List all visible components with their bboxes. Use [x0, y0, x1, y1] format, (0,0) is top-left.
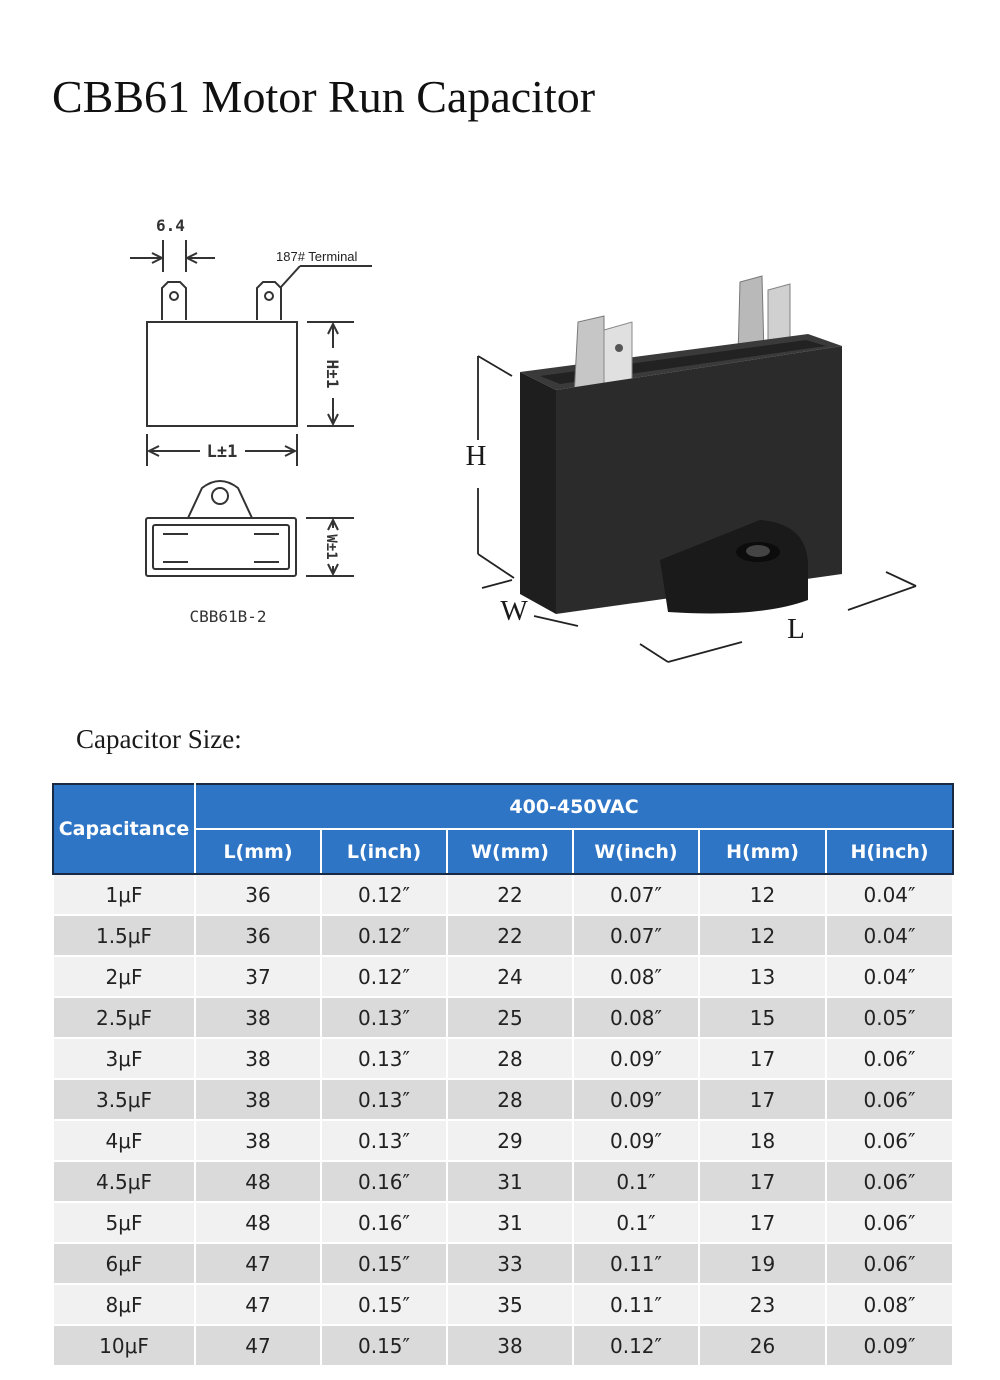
dimension-cell: 0.08″: [573, 997, 699, 1038]
table-row: [53, 997, 953, 1038]
dimension-cell: 35: [447, 1284, 573, 1325]
column-header: L(inch): [321, 829, 447, 874]
photo-w-label: W: [500, 595, 528, 627]
dimension-cell: 38: [195, 997, 321, 1038]
dimension-cell: 12: [699, 915, 826, 956]
dimension-cell: 12: [699, 874, 826, 915]
capacitance-cell: 2.5μF: [53, 997, 195, 1038]
dimension-cell: 31: [447, 1202, 573, 1243]
dimension-cell: 22: [447, 874, 573, 915]
column-header: H(mm): [699, 829, 826, 874]
table-row: [53, 1243, 953, 1284]
capacitor-photo: [478, 276, 916, 662]
capacitance-cell: 5μF: [53, 1202, 195, 1243]
column-header: W(mm): [447, 829, 573, 874]
model-label: CBB61B-2: [189, 607, 267, 626]
table-row: [53, 956, 953, 997]
dimension-cell: 0.06″: [826, 1038, 953, 1079]
dimension-cell: 47: [195, 1284, 321, 1325]
length-tolerance-label: L±1: [206, 442, 238, 462]
capacitance-cell: 1.5μF: [53, 915, 195, 956]
dimension-cell: 0.13″: [321, 1038, 447, 1079]
table-row: [53, 1079, 953, 1120]
dimension-cell: 0.13″: [321, 1079, 447, 1120]
dimension-cell: 0.15″: [321, 1325, 447, 1366]
dimension-cell: 0.1″: [573, 1161, 699, 1202]
dimension-cell: 0.08″: [826, 1284, 953, 1325]
column-header: L(mm): [195, 829, 321, 874]
table-row: [53, 1202, 953, 1243]
dimension-cell: 0.05″: [826, 997, 953, 1038]
width-tolerance-label: W±1: [323, 534, 339, 560]
capacitance-cell: 4.5μF: [53, 1161, 195, 1202]
dimension-cell: 0.15″: [321, 1284, 447, 1325]
dimension-cell: 0.13″: [321, 1120, 447, 1161]
dimension-cell: 0.12″: [321, 956, 447, 997]
dimension-cell: 38: [195, 1038, 321, 1079]
dimension-cell: 22: [447, 915, 573, 956]
capacitance-cell: 6μF: [53, 1243, 195, 1284]
dimension-cell: 17: [699, 1161, 826, 1202]
photo-h-label: H: [465, 440, 487, 472]
dimension-cell: 38: [447, 1325, 573, 1366]
dimension-cell: 29: [447, 1120, 573, 1161]
dimension-cell: 26: [699, 1325, 826, 1366]
dimension-cell: 0.12″: [321, 874, 447, 915]
table-row: [53, 1120, 953, 1161]
dimension-cell: 36: [195, 874, 321, 915]
capacitance-cell: 10μF: [53, 1325, 195, 1366]
table-body: [53, 874, 953, 1366]
dimension-cell: 0.09″: [573, 1120, 699, 1161]
dimension-cell: 0.11″: [573, 1243, 699, 1284]
dimension-cell: 25: [447, 997, 573, 1038]
dimension-cell: 23: [699, 1284, 826, 1325]
section-label: Capacitor Size:: [76, 724, 242, 754]
dimension-cell: 0.08″: [573, 956, 699, 997]
dimension-cell: 17: [699, 1202, 826, 1243]
table-row: [53, 1161, 953, 1202]
capacitance-header: Capacitance: [53, 784, 195, 874]
height-tolerance-label: H±1: [323, 359, 342, 389]
dimension-cell: 48: [195, 1202, 321, 1243]
dimension-cell: 17: [699, 1038, 826, 1079]
pin-spacing-label: 6.4: [156, 216, 185, 235]
dimension-cell: 0.1″: [573, 1202, 699, 1243]
dimension-cell: 0.12″: [321, 915, 447, 956]
capacitance-cell: 3.5μF: [53, 1079, 195, 1120]
dimension-cell: 0.06″: [826, 1243, 953, 1284]
capacitance-cell: 2μF: [53, 956, 195, 997]
dimension-cell: 38: [195, 1120, 321, 1161]
dimension-cell: 17: [699, 1079, 826, 1120]
dimension-cell: 38: [195, 1079, 321, 1120]
dimension-cell: 0.12″: [573, 1325, 699, 1366]
dimension-cell: 0.09″: [573, 1079, 699, 1120]
dimension-cell: 0.07″: [573, 915, 699, 956]
dimension-cell: 33: [447, 1243, 573, 1284]
product-figure: [0, 190, 1000, 700]
dimension-cell: 0.06″: [826, 1120, 953, 1161]
dimension-cell: 36: [195, 915, 321, 956]
column-header: H(inch): [826, 829, 953, 874]
dimension-cell: 37: [195, 956, 321, 997]
table-row: [53, 1284, 953, 1325]
dimension-cell: 28: [447, 1038, 573, 1079]
dimension-cell: 0.07″: [573, 874, 699, 915]
dimension-cell: 0.16″: [321, 1161, 447, 1202]
dimension-cell: 31: [447, 1161, 573, 1202]
dimension-cell: 0.06″: [826, 1079, 953, 1120]
table-row: [53, 874, 953, 915]
table-row: [53, 1325, 953, 1366]
dimension-cell: 13: [699, 956, 826, 997]
dimension-cell: 47: [195, 1243, 321, 1284]
capacitance-cell: 3μF: [53, 1038, 195, 1079]
dimension-cell: 24: [447, 956, 573, 997]
dimension-cell: 0.15″: [321, 1243, 447, 1284]
terminal-label: 187# Terminal: [276, 249, 358, 264]
technical-drawing: [130, 240, 372, 576]
photo-l-label: L: [787, 613, 805, 645]
capacitor-size-table: [52, 783, 954, 1367]
dimension-cell: 0.04″: [826, 874, 953, 915]
voltage-group-header: 400-450VAC: [195, 784, 953, 829]
dimension-cell: 0.16″: [321, 1202, 447, 1243]
capacitance-cell: 1μF: [53, 874, 195, 915]
dimension-cell: 0.13″: [321, 997, 447, 1038]
dimension-cell: 0.06″: [826, 1202, 953, 1243]
table-row: [53, 1038, 953, 1079]
dimension-cell: 0.06″: [826, 1161, 953, 1202]
dimension-cell: 0.09″: [573, 1038, 699, 1079]
dimension-cell: 0.04″: [826, 915, 953, 956]
dimension-cell: 18: [699, 1120, 826, 1161]
dimension-cell: 28: [447, 1079, 573, 1120]
dimension-cell: 19: [699, 1243, 826, 1284]
dimension-cell: 47: [195, 1325, 321, 1366]
dimension-cell: 15: [699, 997, 826, 1038]
dimension-cell: 48: [195, 1161, 321, 1202]
capacitance-cell: 4μF: [53, 1120, 195, 1161]
dimension-cell: 0.04″: [826, 956, 953, 997]
page-title: CBB61 Motor Run Capacitor: [52, 71, 596, 122]
capacitance-cell: 8μF: [53, 1284, 195, 1325]
dimension-cell: 0.11″: [573, 1284, 699, 1325]
dimension-cell: 0.09″: [826, 1325, 953, 1366]
table-row: [53, 915, 953, 956]
column-header: W(inch): [573, 829, 699, 874]
